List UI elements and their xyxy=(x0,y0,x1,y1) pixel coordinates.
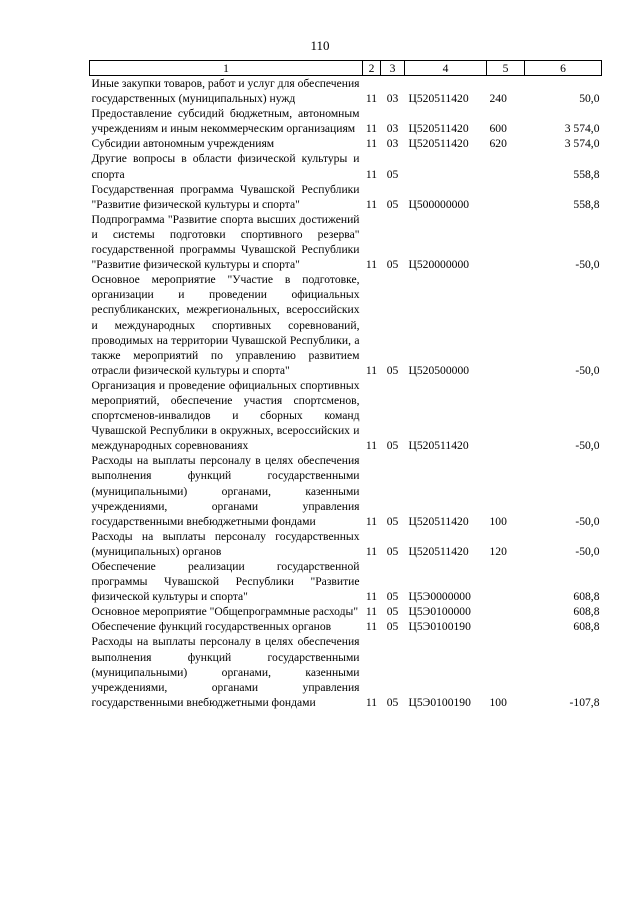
row-description: Подпрограмма "Развитие спорта высших достижений и системы подготовки спортивного резерва" государственной программы Чувашской Республики "Развитие физической культуры и спорта" xyxy=(91,212,360,272)
column-header: 2 xyxy=(363,61,381,76)
row-description: Организация и проведение официальных спортивных мероприятий, обеспечение участия спортсменов, спортсменов-инвалидов и сборных команд Чувашской Республики в окружных, всероссийских и международных соревнованиях xyxy=(91,378,360,453)
row-amount: 558,8 xyxy=(573,167,600,181)
row-section: 11 xyxy=(365,620,378,634)
row-amount: 608,8 xyxy=(573,605,600,619)
row-subsection: 05 xyxy=(386,620,399,634)
row-target-article: Ц5Э0100000 xyxy=(408,605,471,619)
row-subsection: 03 xyxy=(386,137,399,151)
row-section: 11 xyxy=(365,363,378,377)
table-row xyxy=(90,619,602,634)
row-subsection: 03 xyxy=(386,122,399,136)
row-target-article: Ц520511420 xyxy=(408,439,469,453)
row-section: 11 xyxy=(365,439,378,453)
row-section: 11 xyxy=(365,695,378,709)
row-expense-type xyxy=(487,182,525,212)
row-amount: -50,0 xyxy=(575,439,600,453)
row-amount: -107,8 xyxy=(569,695,600,709)
row-subsection: 05 xyxy=(386,363,399,377)
row-target-article: Ц5Э0100190 xyxy=(408,620,471,634)
row-target-article: Ц520500000 xyxy=(408,363,470,377)
row-target-article: Ц520511420 xyxy=(408,544,469,558)
row-target-article: Ц520511420 xyxy=(408,137,469,151)
row-expense-type xyxy=(487,604,525,619)
row-subsection: 05 xyxy=(386,544,399,558)
row-section: 11 xyxy=(365,167,378,181)
row-target-article: Ц520511420 xyxy=(408,92,469,106)
row-amount: 3 574,0 xyxy=(564,137,600,151)
row-expense-type xyxy=(487,559,525,604)
table-row xyxy=(90,76,602,107)
row-description: Субсидии автономным учреждениям xyxy=(91,137,275,151)
row-target-article: Ц500000000 xyxy=(408,197,470,211)
table-row xyxy=(90,212,602,272)
row-target-article: Ц520511420 xyxy=(408,514,469,528)
row-description: Иные закупки товаров, работ и услуг для обеспечения государственных (муниципальных) нужд xyxy=(91,77,360,106)
row-description: Расходы на выплаты персоналу в целях обеспечения выполнения функций государственными (муниципальными) органами, казенными учреждениями, органами управления государственными внебюджетными фондами xyxy=(91,635,360,709)
table-row xyxy=(90,634,602,709)
row-section: 11 xyxy=(365,590,378,604)
row-amount: 3 574,0 xyxy=(564,122,600,136)
budget-table xyxy=(89,60,602,710)
row-target-article xyxy=(405,151,487,181)
table-row xyxy=(90,453,602,528)
row-subsection: 05 xyxy=(386,514,399,528)
row-subsection: 05 xyxy=(386,605,399,619)
row-section: 11 xyxy=(365,197,378,211)
row-target-article: Ц5Э0100190 xyxy=(408,695,471,709)
table-row xyxy=(90,559,602,604)
row-section: 11 xyxy=(365,92,378,106)
row-expense-type xyxy=(487,378,525,453)
row-expense-type: 120 xyxy=(489,544,507,558)
table-row xyxy=(90,106,602,136)
table-row xyxy=(90,604,602,619)
row-subsection: 05 xyxy=(386,258,399,272)
row-section: 11 xyxy=(365,544,378,558)
row-amount: -50,0 xyxy=(575,544,600,558)
row-expense-type: 240 xyxy=(489,92,507,106)
table-header xyxy=(90,61,602,76)
row-expense-type: 600 xyxy=(489,122,507,136)
row-target-article: Ц520000000 xyxy=(408,258,470,272)
row-amount: -50,0 xyxy=(575,514,600,528)
row-target-article: Ц520511420 xyxy=(408,122,469,136)
row-expense-type xyxy=(487,151,525,181)
row-description: Основное мероприятие "Общепрограммные расходы" xyxy=(91,605,359,619)
row-amount: 50,0 xyxy=(579,92,600,106)
row-description: Обеспечение реализации государственной программы Чувашской Республики "Развитие физической культуры и спорта" xyxy=(91,560,360,604)
row-subsection: 05 xyxy=(386,439,399,453)
table-row xyxy=(90,378,602,453)
column-header: 3 xyxy=(381,61,405,76)
row-amount: -50,0 xyxy=(575,363,600,377)
row-subsection: 03 xyxy=(386,92,399,106)
row-description: Предоставление субсидий бюджетным, автономным учреждениям и иным некоммерческим организациям xyxy=(91,107,360,136)
row-description: Государственная программа Чувашской Республики "Развитие физической культуры и спорта" xyxy=(91,182,360,211)
row-amount: 558,8 xyxy=(573,197,600,211)
column-header: 5 xyxy=(487,61,525,76)
row-description: Другие вопросы в области физической культуры и спорта xyxy=(91,152,360,181)
row-description: Основное мероприятие "Участие в подготовке, организации и проведении официальных республиканских, межрегиональных, всероссийских и международных спортивных соревнований, проводимых на территории Чувашской Республики, а также мероприятий по управлению развитием отрасли физической культуры и спорта" xyxy=(91,273,360,377)
row-expense-type: 100 xyxy=(489,695,507,709)
table-row xyxy=(90,151,602,181)
table-row xyxy=(90,272,602,378)
row-section: 11 xyxy=(365,514,378,528)
row-expense-type xyxy=(487,212,525,272)
row-description: Расходы на выплаты персоналу в целях обеспечения выполнения функций государственными (муниципальными) органами, казенными учреждениями, органами управления государственными внебюджетными фондами xyxy=(91,454,360,528)
column-header: 4 xyxy=(405,61,487,76)
page-number: 110 xyxy=(310,38,330,53)
row-description: Обеспечение функций государственных органов xyxy=(91,620,332,634)
table-row xyxy=(90,529,602,559)
row-section: 11 xyxy=(365,122,378,136)
table-body xyxy=(90,76,602,710)
row-expense-type: 100 xyxy=(489,514,507,528)
row-amount: 608,8 xyxy=(573,620,600,634)
row-amount: -50,0 xyxy=(575,258,600,272)
row-subsection: 05 xyxy=(386,167,399,181)
row-section: 11 xyxy=(365,605,378,619)
row-amount: 608,8 xyxy=(573,590,600,604)
row-expense-type: 620 xyxy=(489,137,507,151)
row-target-article: Ц5Э0000000 xyxy=(408,590,471,604)
row-expense-type xyxy=(487,272,525,378)
table-row xyxy=(90,182,602,212)
row-subsection: 05 xyxy=(386,590,399,604)
table-row xyxy=(90,136,602,151)
row-section: 11 xyxy=(365,137,378,151)
row-description: Расходы на выплаты персоналу государственных (муниципальных) органов xyxy=(91,529,360,558)
row-subsection: 05 xyxy=(386,197,399,211)
row-subsection: 05 xyxy=(386,695,399,709)
row-expense-type xyxy=(487,619,525,634)
column-header: 6 xyxy=(525,61,602,76)
column-header: 1 xyxy=(90,61,363,76)
row-section: 11 xyxy=(365,258,378,272)
